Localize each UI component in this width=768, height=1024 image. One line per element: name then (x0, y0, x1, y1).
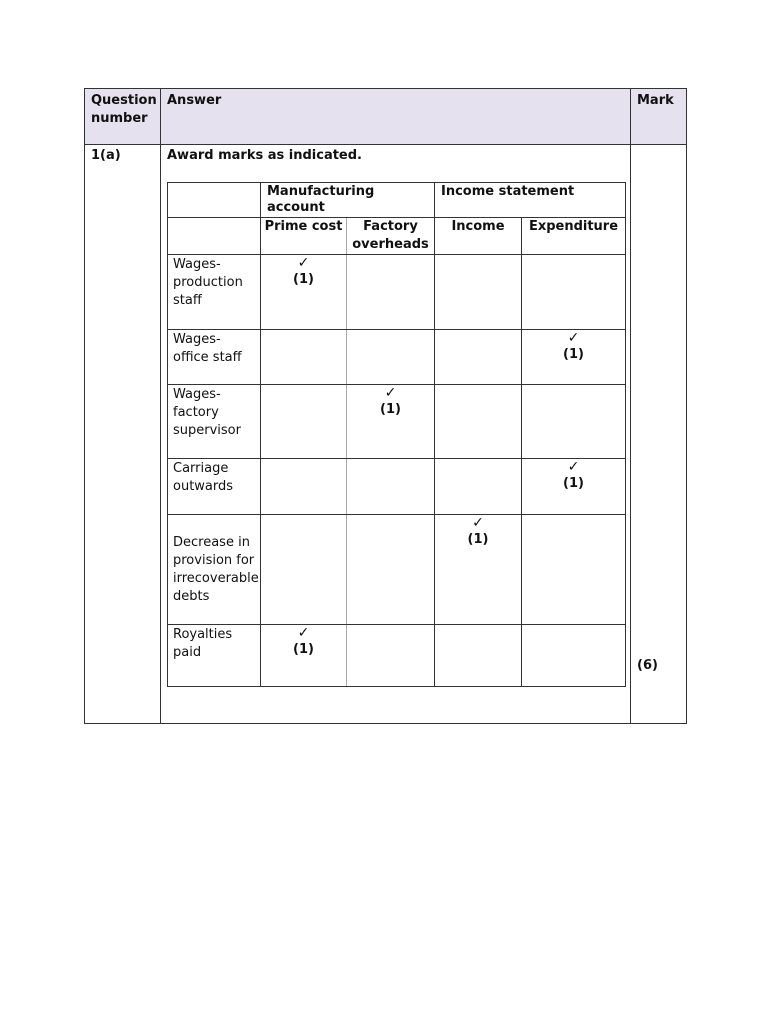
cell-factory-overheads (347, 385, 435, 459)
row-label-cell (168, 385, 261, 459)
mark-point: (1) (563, 347, 584, 362)
group-manufacturing (261, 183, 435, 218)
check-icon: ✓ (297, 255, 310, 271)
col-prime-cost-label: Prime cost (264, 219, 343, 234)
header-mark: Mark (637, 93, 674, 108)
answer-cell (161, 145, 631, 724)
cell-factory-overheads (347, 459, 435, 515)
cell-factory-overheads (347, 625, 435, 687)
cell-prime-cost (261, 515, 347, 625)
cell-income (435, 255, 522, 330)
row-label: Wages- factory supervisor (173, 387, 241, 438)
cell-factory-overheads (347, 255, 435, 330)
mark-point: (1) (467, 532, 489, 547)
cell-factory-overheads (347, 515, 435, 625)
check-icon: ✓ (567, 330, 580, 346)
row-label: Wages- production staff (173, 257, 243, 308)
cell-prime-cost (261, 459, 347, 515)
check-icon: ✓ (567, 459, 580, 475)
grid-row (168, 459, 626, 515)
header-row (85, 89, 687, 145)
cell-income (435, 459, 522, 515)
header-answer: Answer (167, 93, 222, 108)
award-instruction: Award marks as indicated. (167, 148, 362, 163)
row-label-cell (168, 459, 261, 515)
group-manufacturing-label: Manufacturing account (267, 184, 375, 215)
check-icon: ✓ (384, 385, 397, 401)
grid-row (168, 625, 626, 687)
grid-row (168, 255, 626, 330)
row-label-cell (168, 625, 261, 687)
question-row (85, 145, 687, 724)
col-expenditure (522, 218, 626, 255)
check-icon: ✓ (472, 515, 484, 531)
total-mark: (6) (637, 658, 658, 673)
cell-expenditure (522, 255, 626, 330)
cell-expenditure (522, 515, 626, 625)
grid-row (168, 515, 626, 625)
row-label: Royalties paid (173, 627, 233, 660)
mark-cell (631, 145, 687, 724)
cell-prime-cost (261, 625, 347, 687)
group-income-statement (435, 183, 626, 218)
col-factory-overheads (347, 218, 435, 255)
question-number: 1(a) (91, 148, 121, 163)
header-mark-cell (631, 89, 687, 145)
row-label: Wages- office staff (173, 332, 242, 365)
column-header-row (168, 218, 626, 255)
cell-income (435, 385, 522, 459)
col-expenditure-label: Expenditure (528, 219, 619, 234)
header-question: Question number (91, 93, 157, 126)
grid-corner (168, 183, 261, 218)
col-income-label: Income (451, 219, 505, 234)
cell-factory-overheads (347, 330, 435, 385)
header-answer-cell (161, 89, 631, 145)
mark-point: (1) (293, 642, 314, 657)
row-label-cell (168, 330, 261, 385)
mark-point: (1) (563, 476, 584, 491)
col-prime-cost (261, 218, 347, 255)
row-label: Carriage outwards (173, 461, 234, 494)
cell-expenditure (522, 385, 626, 459)
row-label-cell (168, 515, 261, 625)
col-income (435, 218, 522, 255)
grid-row (168, 385, 626, 459)
cell-expenditure (522, 330, 626, 385)
row-label-cell (168, 255, 261, 330)
header-question-cell (85, 89, 161, 145)
col-factory-overheads-label: Factory overheads (352, 219, 429, 252)
cell-income (435, 330, 522, 385)
mark-point: (1) (380, 402, 401, 417)
cell-income (435, 625, 522, 687)
grid-row (168, 330, 626, 385)
row-label: Decrease in provision for irrecoverable debts (173, 534, 259, 604)
cell-prime-cost (261, 330, 347, 385)
cell-expenditure (522, 625, 626, 687)
account-grid (167, 182, 626, 687)
cell-prime-cost (261, 385, 347, 459)
mark-point: (1) (293, 272, 314, 287)
question-number-cell (85, 145, 161, 724)
group-income-statement-label: Income statement (441, 184, 575, 199)
grid-corner-sub (168, 218, 261, 255)
cell-income (435, 515, 522, 625)
cell-expenditure (522, 459, 626, 515)
group-header-row (168, 183, 626, 218)
cell-prime-cost (261, 255, 347, 330)
check-icon: ✓ (297, 625, 310, 641)
mark-scheme-table (84, 88, 687, 724)
